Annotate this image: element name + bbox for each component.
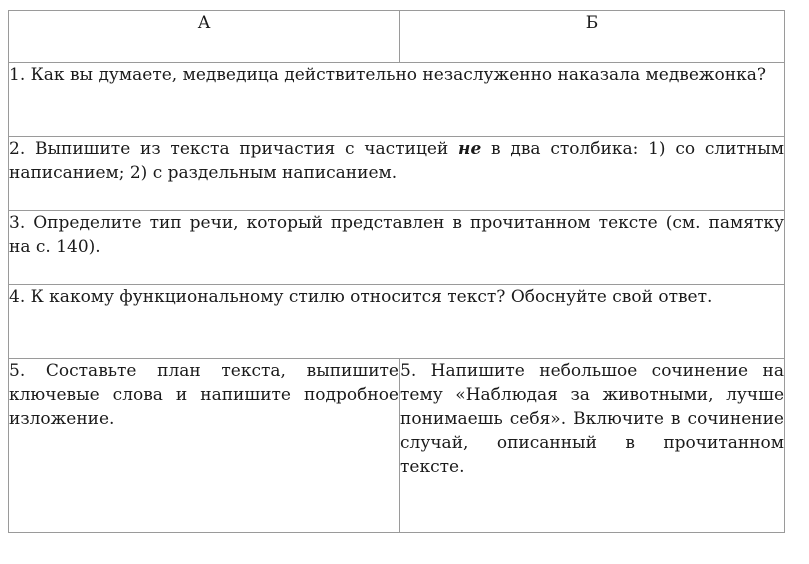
- column-header-b: Б: [400, 11, 785, 63]
- task-row-3: [9, 211, 785, 285]
- task-1: [9, 63, 785, 137]
- task-2: [9, 137, 785, 211]
- task-2-text-before: 2. Выпишите из текста причастия с частицей: [9, 139, 459, 159]
- task-5-b: [400, 359, 785, 533]
- task-row-2: [9, 137, 785, 211]
- task-2-particle: не: [458, 139, 482, 159]
- task-row-4: [9, 285, 785, 359]
- task-4: [9, 285, 785, 359]
- column-header-a: А: [9, 11, 400, 63]
- task-1-text: 1. Как вы думаете, медведица действительно незаслуженно наказала медвежонка?: [9, 65, 766, 85]
- task-4-text: 4. К какому функциональному стилю относится текст? Обоснуйте свой ответ.: [9, 287, 713, 307]
- header-row: [9, 11, 785, 63]
- task-5-a: [9, 359, 400, 533]
- tasks-table: [8, 10, 785, 533]
- task-2-text-after: в два столбика: 1) со слитным написанием; 2) с раздельным написанием.: [9, 139, 784, 183]
- task-row-1: [9, 63, 785, 137]
- task-3: [9, 211, 785, 285]
- task-5-b-text: 5. Напишите небольшое сочинение на тему «Наблюдая за животными, лучше понимаешь себя». Включите в сочинение случай, описанный в прочитанном тексте.: [400, 361, 784, 477]
- task-row-5: [9, 359, 785, 533]
- task-5-a-text: 5. Составьте план текста, выпишите ключевые слова и напишите подробное изложение.: [9, 361, 399, 429]
- task-3-text: 3. Определите тип речи, который представлен в прочитанном тексте (см. памятку на с. 140).: [9, 213, 784, 257]
